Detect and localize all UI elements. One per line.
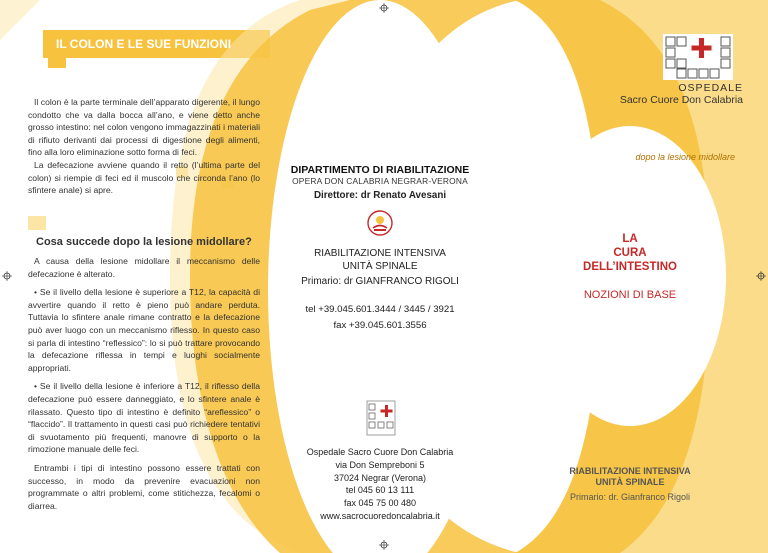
website-link[interactable]: www.sacrocuoredoncalabria.it — [320, 510, 440, 521]
title-line: DELL’INTESTINO — [583, 261, 677, 273]
department-heading — [282, 164, 478, 186]
primario-back: Primario: dr. Gianfranco Rigoli — [569, 492, 691, 502]
lesion-text — [28, 255, 260, 518]
intro-paragraph: Il colon è la parte terminale dell’apparato digerente, il lungo condotto che va dalla bocca all’ano, e viene detto anche grosso intestino: nel colon vengono immagazzinati i materiali di rifiuto derivanti dai processi di digestione degli alimenti, fino alla loro eliminazione sotto forma di feci. — [28, 97, 260, 158]
panel1-title: IL COLON E LE SUE FUNZIONI — [56, 37, 232, 51]
hospital-address — [282, 446, 478, 523]
address-name: Ospedale Sacro Cuore Don Calabria — [306, 447, 454, 457]
registration-mark-icon — [2, 271, 12, 281]
address-city: 37024 Negrar (Verona) — [333, 472, 427, 483]
tagline: dopo la lesione midollare — [635, 152, 735, 162]
lesion-paragraph: • Se il livello della lesione è inferiore a T12, il riflesso della defecazione può essere danneggiato, e lo sfintere anale è rilassato. Questo tipo di intestino è definito “areflessico” o “flaccido”. Il trattamento in questi casi può richiedere tentativi di svuotamento più frequenti, manovre di supporto o la rimozione manuale delle feci. — [28, 381, 260, 455]
lesion-subtitle: Cosa succede dopo la lesione midollare? — [36, 236, 252, 248]
title-line: CURA — [613, 247, 647, 259]
address-fax: fax 045 75 00 480 — [343, 498, 417, 509]
registration-mark-icon — [379, 540, 389, 550]
director: Direttore: dr Renato Avesani — [313, 190, 447, 201]
unit-line: RIABILITAZIONE INTENSIVA — [314, 248, 446, 259]
phone-number: tel +39.045.601.3444 / 3445 / 3921 — [305, 304, 455, 315]
primario: Primario: dr GIANFRANCO RIGOLI — [301, 276, 459, 287]
hospital-logo-icon — [663, 34, 733, 80]
unit-name — [282, 247, 478, 273]
department-logo-icon — [367, 210, 393, 236]
contacts — [282, 302, 478, 334]
brochure-title — [560, 232, 700, 274]
unit-line: RIABILITAZIONE INTENSIVA — [569, 466, 691, 476]
hospital-name: OSPEDALE — [678, 82, 743, 94]
lesion-paragraph: • Se il livello della lesione è superiore a T12, la capacità di avvertire quando il retto è pieno può andare perduta. Tuttavia lo sfintere anale rimane contratto e la defecazione può aver luogo con un meccanismo riflesso. In questo caso si parla di intestino “reflessico”: lo si può trattare provocando la defecazione riflessa in tempi e luoghi socialmente appropriati. — [28, 287, 260, 373]
department-subtitle: OPERA DON CALABRIA NEGRAR-VERONA — [292, 176, 468, 186]
hospital-subname: Sacro Cuore Don Calabria — [619, 94, 743, 106]
title-line: LA — [622, 233, 638, 245]
brochure-subtitle: NOZIONI DI BASE — [583, 289, 677, 301]
registration-mark-icon — [756, 271, 766, 281]
unit-line: UNITÀ SPINALE — [595, 477, 665, 487]
registration-mark-icon — [379, 3, 389, 13]
fax-number: fax +39.045.601.3556 — [333, 320, 427, 331]
address-tel: tel 045 60 13 111 — [345, 485, 415, 496]
unit-name-back — [548, 466, 712, 488]
lesion-paragraph: A causa della lesione midollare il meccanismo delle defecazione è alterato. — [28, 256, 260, 279]
department-title: DIPARTIMENTO DI RIABILITAZIONE — [290, 164, 470, 176]
lesion-paragraph: Entrambi i tipi di intestino possono essere trattati con successo, in modo da prevenire evacuazioni non programmate o altri problemi, come stitichezza, fecalomi o diarrea. — [28, 462, 260, 511]
intro-paragraph: La defecazione avviene quando il retto (l’ultima parte del colon) si riempie di feci ed il muscolo che circonda l’ano (lo sfintere anale) si apre. — [28, 159, 260, 196]
address-street: via Don Sempreboni 5 — [335, 459, 425, 470]
hospital-logo-icon — [366, 400, 396, 436]
intro-text — [28, 96, 260, 197]
unit-line: UNITÀ SPINALE — [342, 261, 418, 272]
